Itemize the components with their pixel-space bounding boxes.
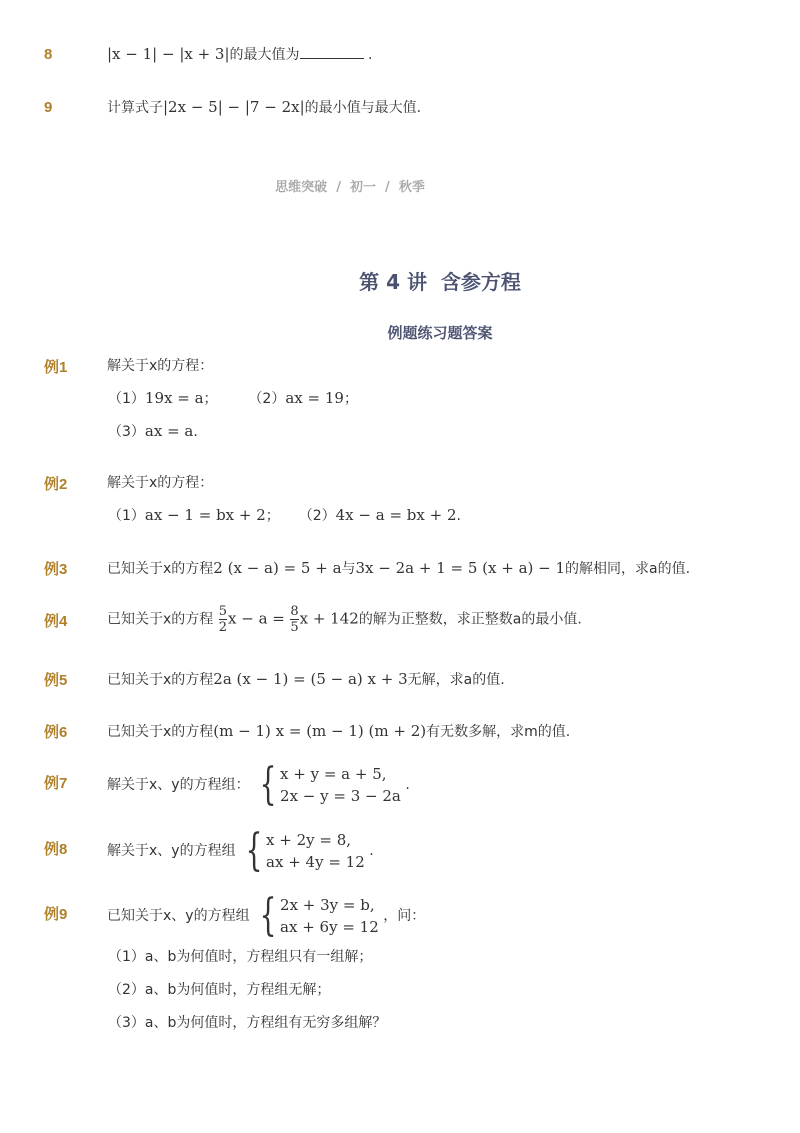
punct: ； xyxy=(343,391,358,407)
part-label: （2） xyxy=(248,391,286,407)
left-brace: { xyxy=(259,890,277,941)
math-expression: |x − 1| − |x + 3| xyxy=(107,45,230,63)
example-7-text xyxy=(107,759,410,810)
example-9-question-3: （3）a、b为何值时，方程组有无穷多组解？ xyxy=(108,1015,387,1031)
math-expression: 3x − 2a + 1 = 5 (x + a) − 1 xyxy=(355,559,566,577)
example-number-9: 例9 xyxy=(44,906,68,923)
equation-row: x + y = a + 5, xyxy=(280,765,387,783)
denominator: 5 xyxy=(290,620,299,635)
math-expression: 2a (x − 1) = (5 − a) x + 3 xyxy=(213,670,408,688)
math-expression: 4x − a = bx + 2 xyxy=(335,506,457,524)
example-9-question-2: （2）a、b为何值时，方程组无解； xyxy=(108,982,331,998)
text-segment: 已知关于x的方程 xyxy=(107,611,214,628)
left-brace: { xyxy=(245,825,263,876)
equation-row: ax + 4y = 12 xyxy=(266,853,365,871)
item-9-text xyxy=(107,97,421,118)
equation-system xyxy=(254,890,379,941)
example-1-part-1-2 xyxy=(108,388,358,409)
example-6-text xyxy=(107,721,570,742)
punct: ； xyxy=(265,508,280,524)
item-number-8: 8 xyxy=(44,46,53,63)
text-segment: . xyxy=(405,777,410,793)
lesson-title: 第 4 讲 含参方程 xyxy=(359,270,521,294)
item-8-text xyxy=(107,44,372,65)
text-segment: 已知关于x的方程 xyxy=(107,672,214,688)
math-expression: 19x = a xyxy=(144,389,204,407)
punct: . xyxy=(193,424,198,440)
example-number-3: 例3 xyxy=(44,561,68,578)
equation-row: x + 2y = 8, xyxy=(266,831,352,849)
text-segment: 已知关于x、y的方程组 xyxy=(107,908,250,924)
item-8-label: 的最大值为 xyxy=(229,47,300,63)
equation-system xyxy=(254,759,401,810)
example-number-5: 例5 xyxy=(44,672,68,689)
left-brace: { xyxy=(259,759,277,810)
example-3-text xyxy=(107,558,690,579)
example-9-question-1: （1）a、b为何值时，方程组只有一组解； xyxy=(108,949,373,965)
example-1-text: 解关于x的方程： xyxy=(107,358,214,374)
example-number-8: 例8 xyxy=(44,841,68,858)
text-segment: 的解相同，求a的值. xyxy=(565,561,691,577)
example-number-4: 例4 xyxy=(44,613,68,630)
equation-row: 2x + 3y = b, xyxy=(280,896,375,914)
text-segment: 有无数多解，求m的值. xyxy=(426,724,571,740)
text-segment: 的解为正整数，求正整数a的最小值. xyxy=(358,611,582,628)
math-expression: x + 142 xyxy=(299,609,359,628)
item-9-prefix: 计算式子 xyxy=(107,100,163,116)
example-4-text xyxy=(107,604,582,635)
part-label: （2） xyxy=(298,508,336,524)
text-segment: 已知关于x的方程 xyxy=(107,724,214,740)
text-segment: . xyxy=(369,843,374,859)
math-expression: ax − 1 = bx + 2 xyxy=(144,506,266,524)
answer-blank xyxy=(300,46,364,59)
denominator: 2 xyxy=(218,620,228,635)
example-number-6: 例6 xyxy=(44,724,68,741)
example-2-text: 解关于x的方程： xyxy=(107,475,214,491)
punct: ； xyxy=(203,391,218,407)
section-title: 例题练习题答案 xyxy=(387,324,493,342)
item-8-tail: . xyxy=(368,47,373,63)
part-label: （3） xyxy=(108,424,145,440)
numerator: 8 xyxy=(290,604,299,619)
math-expression: (m − 1) x = (m − 1) (m + 2) xyxy=(213,722,427,740)
math-expression: x − a = xyxy=(228,609,285,628)
equation-row: 2x − y = 3 − 2a xyxy=(280,787,401,805)
example-number-2: 例2 xyxy=(44,476,68,493)
numerator: 5 xyxy=(218,604,228,619)
part-label: （1） xyxy=(108,508,145,524)
example-number-1: 例1 xyxy=(44,359,68,376)
text-segment: 与 xyxy=(341,561,356,577)
example-8-text xyxy=(107,825,374,876)
fraction xyxy=(219,604,227,635)
brand-footer: 思维突破 / 初一 / 秋季 xyxy=(275,180,425,195)
math-expression: |2x − 5| − |7 − 2x| xyxy=(163,98,305,116)
item-number-9: 9 xyxy=(44,99,53,116)
math-expression: 2 (x − a) = 5 + a xyxy=(213,559,342,577)
example-5-text xyxy=(107,669,505,690)
math-expression: ax = 19 xyxy=(285,389,344,407)
fraction xyxy=(290,604,298,635)
text-segment: 解关于x、y的方程组： xyxy=(107,777,250,793)
example-1-part-3 xyxy=(108,421,198,442)
text-segment: 已知关于x的方程 xyxy=(107,561,214,577)
example-number-7: 例7 xyxy=(44,775,68,792)
text-segment: 解关于x、y的方程组 xyxy=(107,843,236,859)
part-label: （1） xyxy=(108,391,145,407)
equation-row: ax + 6y = 12 xyxy=(280,918,379,936)
example-2-parts xyxy=(108,505,461,526)
item-9-label: 的最小值与最大值. xyxy=(304,100,422,116)
example-9-text xyxy=(107,890,426,941)
text-segment: 无解，求a的值. xyxy=(407,672,505,688)
text-segment: ，问： xyxy=(383,908,426,924)
punct: . xyxy=(456,508,461,524)
equation-system xyxy=(240,825,365,876)
math-expression: ax = a xyxy=(144,422,194,440)
